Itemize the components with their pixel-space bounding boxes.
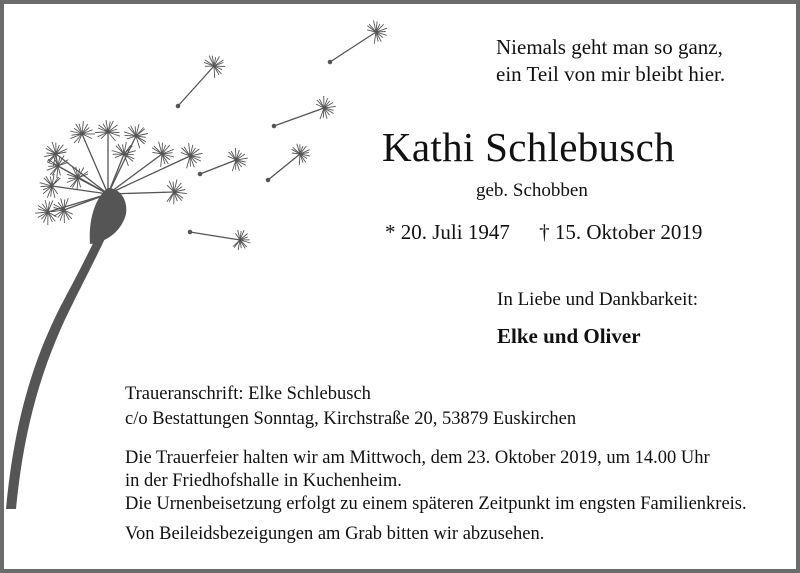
condolence-note: Von Beileidsbezeigungen am Grab bitten wir abzusehen. bbox=[125, 524, 545, 544]
mourners-names: Elke und Oliver bbox=[497, 324, 641, 348]
life-dates bbox=[385, 220, 702, 245]
poem bbox=[496, 34, 725, 88]
ceremony-line: in der Friedhofshalle in Kuchenheim. bbox=[125, 471, 402, 491]
poem-line: ein Teil von mir bleibt hier. bbox=[496, 62, 726, 86]
address-line: c/o Bestattungen Sonntag, Kirchstraße 20, 53879 Euskirchen bbox=[125, 409, 577, 429]
condolence-address bbox=[125, 382, 576, 432]
maiden-name: geb. Schobben bbox=[476, 180, 588, 201]
poem-line: Niemals geht man so ganz, bbox=[496, 35, 723, 59]
ceremony-line: Die Urnenbeisetzung erfolgt zu einem späteren Zeitpunkt im engsten Familienkreis. bbox=[125, 494, 747, 514]
dandelion-head bbox=[90, 188, 127, 244]
ceremony-details bbox=[125, 447, 747, 516]
deceased-name: Kathi Schlebusch bbox=[382, 124, 675, 170]
mourners-intro: In Liebe und Dankbarkeit: bbox=[497, 289, 699, 310]
address-line: Traueranschrift: Elke Schlebusch bbox=[125, 384, 371, 404]
death-date: † 15. Oktober 2019 bbox=[539, 220, 703, 244]
flying-seeds bbox=[176, 20, 387, 250]
dandelion-stem bbox=[6, 214, 115, 509]
ceremony-line: Die Trauerfeier halten wir am Mittwoch, dem 23. Oktober 2019, um 14.00 Uhr bbox=[125, 448, 710, 468]
birth-date: * 20. Juli 1947 bbox=[385, 220, 510, 244]
